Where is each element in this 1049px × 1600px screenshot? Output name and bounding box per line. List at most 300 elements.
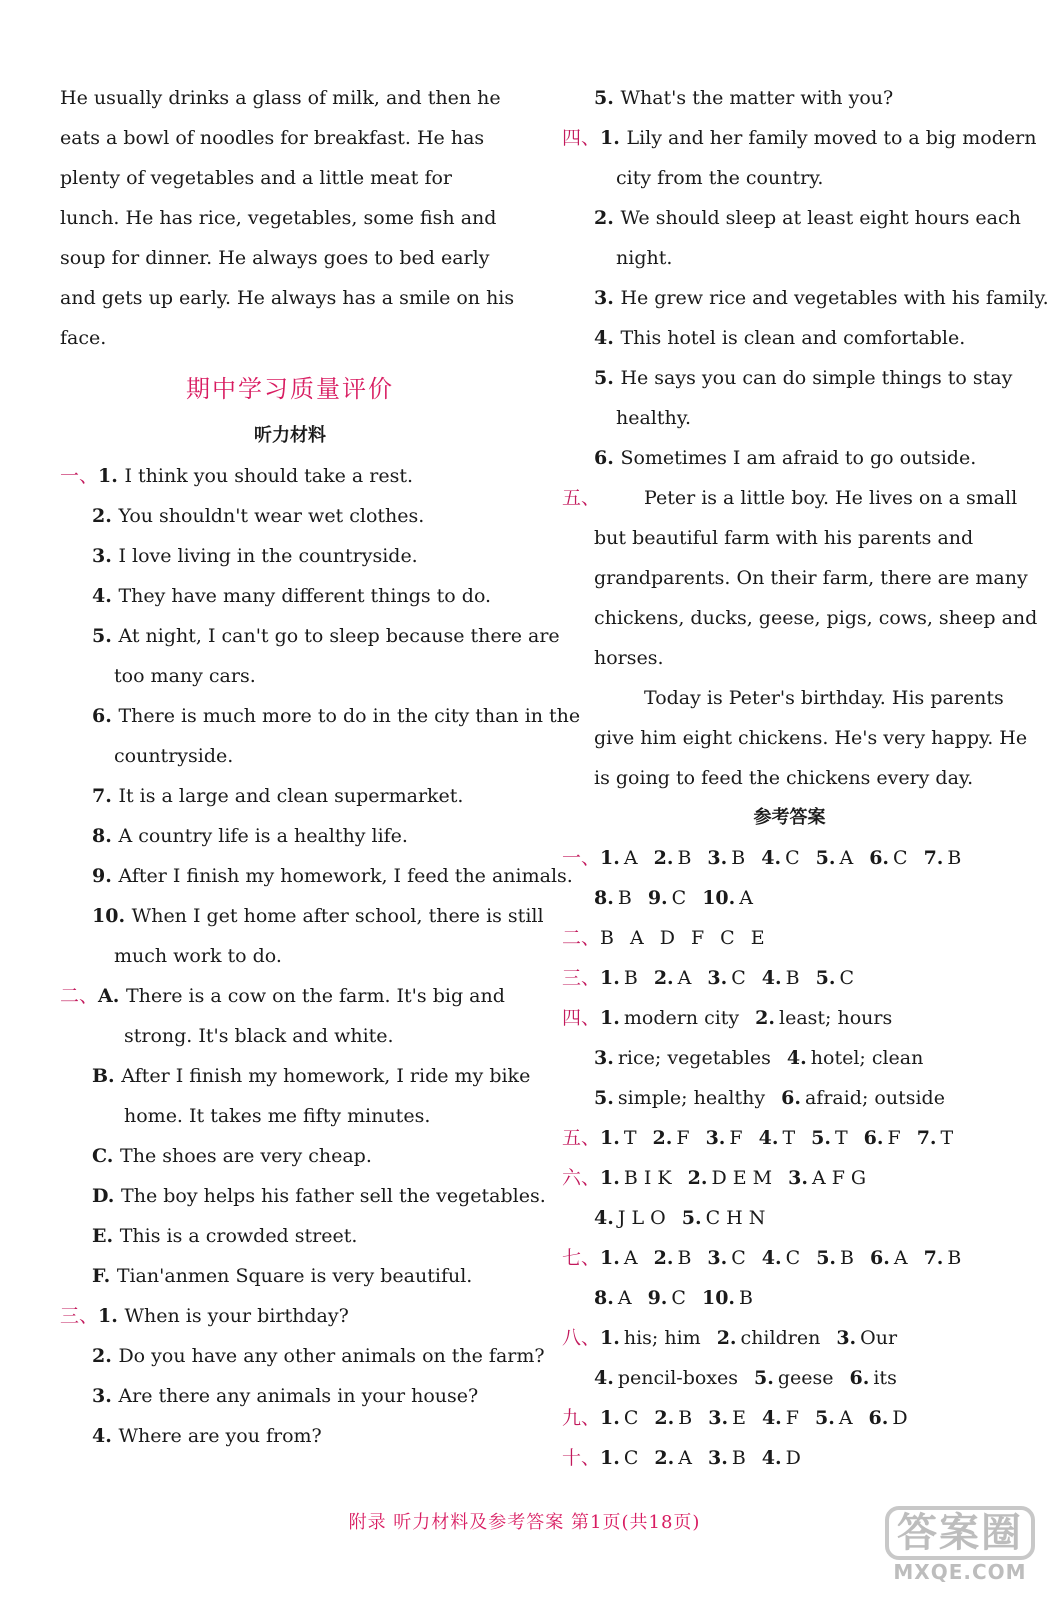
item-text: You shouldn't wear wet clothes. bbox=[118, 505, 425, 527]
item-number: A. bbox=[98, 985, 126, 1007]
answer-item bbox=[762, 1238, 800, 1278]
answer-number: 1. bbox=[600, 1167, 620, 1189]
answer-item bbox=[788, 1158, 866, 1198]
list-line bbox=[60, 1376, 520, 1416]
answer-value: T bbox=[623, 1127, 637, 1149]
answer-number: 3. bbox=[707, 847, 728, 869]
item-text: grandparents. On their farm, there are many bbox=[594, 567, 1028, 589]
answer-value: B bbox=[785, 967, 800, 989]
answer-number: 4. bbox=[761, 967, 782, 989]
item-text: home. It takes me fifty minutes. bbox=[124, 1105, 431, 1127]
item-number: 4. bbox=[594, 327, 621, 349]
item-number: 8. bbox=[92, 825, 119, 847]
answer-value: geese bbox=[777, 1367, 834, 1389]
answer-item bbox=[816, 838, 854, 878]
answer-item bbox=[654, 1398, 692, 1438]
answer-value: B bbox=[617, 887, 632, 909]
answer-value: hotel; clean bbox=[810, 1047, 924, 1069]
answer-value: B bbox=[840, 1247, 854, 1269]
answer-item bbox=[600, 838, 638, 878]
list-line bbox=[562, 198, 1021, 238]
item-text: A country life is a healthy life. bbox=[118, 825, 408, 847]
answer-item bbox=[870, 1238, 908, 1278]
item-text: Are there any animals in your house? bbox=[118, 1385, 479, 1407]
item-text: What's the matter with you? bbox=[620, 87, 894, 109]
answer-item bbox=[691, 918, 704, 958]
answer-number: 7. bbox=[923, 1247, 944, 1269]
answer-value: D bbox=[659, 927, 675, 949]
list-line bbox=[60, 816, 520, 856]
item-text: He says you can do simple things to stay bbox=[620, 367, 1013, 389]
item-number: 6. bbox=[92, 705, 119, 727]
answer-item bbox=[600, 958, 638, 998]
list-line bbox=[60, 536, 520, 576]
item-text: night. bbox=[616, 247, 673, 269]
item-text: chickens, ducks, geese, pigs, cows, sheep and bbox=[594, 607, 1038, 629]
answer-row bbox=[562, 878, 1017, 918]
list-line bbox=[60, 736, 520, 776]
answer-number: 5. bbox=[754, 1367, 774, 1389]
answer-item bbox=[816, 1238, 854, 1278]
item-text: but beautiful farm with his parents and bbox=[594, 527, 974, 549]
answer-row bbox=[562, 1438, 1017, 1478]
list-line bbox=[60, 696, 581, 736]
answer-number: 3. bbox=[708, 1407, 729, 1429]
item-text: healthy. bbox=[616, 407, 692, 429]
answer-value: C H N bbox=[705, 1207, 766, 1229]
answer-item bbox=[600, 1398, 638, 1438]
answer-item bbox=[707, 838, 745, 878]
answer-value: A bbox=[623, 847, 638, 869]
answer-number: 1. bbox=[600, 967, 620, 989]
section-title: 期中学习质量评价 bbox=[186, 375, 394, 403]
section-marker: 三、 bbox=[562, 967, 601, 989]
item-number: 3. bbox=[92, 545, 119, 567]
item-text: Lily and her family moved to a big modern bbox=[626, 127, 1037, 149]
answer-value: A bbox=[677, 967, 692, 989]
answer-item bbox=[759, 1118, 796, 1158]
answer-number: 6. bbox=[869, 847, 890, 869]
list-line bbox=[562, 238, 1017, 278]
watermark-logo bbox=[885, 1506, 1035, 1592]
answer-number: 2. bbox=[652, 1127, 673, 1149]
passage-line bbox=[562, 558, 1028, 598]
answer-item bbox=[600, 1158, 672, 1198]
answer-value: F bbox=[785, 1407, 799, 1429]
answer-number: 3. bbox=[836, 1327, 857, 1349]
answer-item bbox=[755, 998, 892, 1038]
page-footer: 附录 听力材料及参考答案 第1页(共18页) bbox=[348, 1512, 701, 1533]
answer-value: Our bbox=[860, 1327, 898, 1349]
answer-value: B bbox=[731, 1447, 746, 1469]
answer-item bbox=[762, 958, 800, 998]
passage-line bbox=[562, 598, 1038, 638]
answer-item bbox=[754, 1358, 834, 1398]
item-text: strong. It's black and white. bbox=[124, 1025, 394, 1047]
answer-number: 5. bbox=[815, 847, 836, 869]
answer-value: T bbox=[940, 1127, 954, 1149]
passage-line bbox=[562, 518, 1017, 558]
item-text: give him eight chickens. He's very happy. He bbox=[594, 727, 1028, 749]
answer-item bbox=[594, 878, 632, 918]
passage-line: plenty of vegetables and a little meat for bbox=[60, 167, 452, 189]
answer-item bbox=[682, 1198, 766, 1238]
answer-item bbox=[864, 1118, 901, 1158]
answer-item bbox=[707, 958, 745, 998]
answer-value: A bbox=[739, 887, 753, 909]
answer-value: its bbox=[873, 1367, 897, 1389]
list-line bbox=[60, 776, 520, 816]
right-column bbox=[562, 78, 1049, 1478]
answer-value: simple; healthy bbox=[617, 1087, 766, 1109]
answer-value: B bbox=[600, 927, 614, 949]
answer-item bbox=[594, 1278, 632, 1318]
answer-item bbox=[594, 1358, 738, 1398]
item-text: countryside. bbox=[114, 745, 234, 767]
answer-value: B bbox=[947, 1247, 962, 1269]
answer-number: 2. bbox=[654, 1407, 675, 1429]
passage-line: soup for dinner. He always goes to bed early bbox=[60, 247, 490, 269]
answer-item bbox=[600, 998, 739, 1038]
list-line bbox=[562, 398, 1017, 438]
answer-value: J L O bbox=[617, 1207, 666, 1229]
answer-value: least; hours bbox=[779, 1007, 893, 1029]
answer-item bbox=[600, 1118, 637, 1158]
list-line bbox=[60, 1016, 520, 1056]
item-text: Where are you from? bbox=[118, 1425, 322, 1447]
answer-number: 8. bbox=[594, 1287, 614, 1309]
answer-value: A bbox=[623, 1247, 638, 1269]
answer-value: rice; vegetables bbox=[617, 1047, 771, 1069]
answer-item bbox=[594, 1038, 771, 1078]
answer-value: C bbox=[839, 967, 854, 989]
answer-value: F bbox=[887, 1127, 901, 1149]
listening-part-5 bbox=[562, 478, 1038, 798]
item-text: The boy helps his father sell the vegetables. bbox=[121, 1185, 546, 1207]
answer-number: 4. bbox=[594, 1367, 614, 1389]
watermark-logo-text: 答案圈 bbox=[885, 1506, 1035, 1560]
answer-item bbox=[654, 1238, 692, 1278]
list-line bbox=[562, 438, 1017, 478]
item-text: This is a crowded street. bbox=[119, 1225, 358, 1247]
answer-item bbox=[648, 878, 686, 918]
answer-number: 6. bbox=[868, 1407, 889, 1429]
item-number: 7. bbox=[92, 785, 119, 807]
answer-number: 6. bbox=[781, 1087, 801, 1109]
answer-key bbox=[562, 838, 1017, 1478]
answer-value: C bbox=[623, 1447, 639, 1469]
answer-item bbox=[702, 878, 753, 918]
answer-item bbox=[717, 1318, 821, 1358]
list-line bbox=[60, 616, 560, 656]
answer-item bbox=[751, 918, 765, 958]
answer-item bbox=[787, 1038, 923, 1078]
listening-part-2 bbox=[60, 976, 546, 1296]
item-text: I think you should take a rest. bbox=[124, 465, 414, 487]
answer-number: 1. bbox=[600, 1007, 620, 1029]
item-number: 10. bbox=[92, 905, 132, 927]
answer-value: A bbox=[617, 1287, 632, 1309]
answer-value: children bbox=[740, 1327, 821, 1349]
answer-number: 1. bbox=[600, 1127, 620, 1149]
passage bbox=[60, 78, 520, 358]
section-marker: 六、 bbox=[562, 1167, 601, 1189]
section-marker: 三、 bbox=[60, 1305, 99, 1327]
item-text: After I finish my homework, I feed the animals. bbox=[118, 865, 573, 887]
answer-value: C bbox=[731, 967, 746, 989]
answer-value: modern city bbox=[623, 1007, 740, 1029]
item-text: When is your birthday? bbox=[124, 1305, 349, 1327]
answer-value: C bbox=[785, 847, 800, 869]
list-line bbox=[60, 856, 573, 896]
list-line bbox=[60, 576, 520, 616]
answer-number: 2. bbox=[755, 1007, 776, 1029]
answer-item bbox=[781, 1078, 945, 1118]
answer-row bbox=[562, 1118, 1017, 1158]
answer-value: B bbox=[677, 1247, 692, 1269]
answer-value: D E M bbox=[711, 1167, 773, 1189]
item-text: Tian'anmen Square is very beautiful. bbox=[116, 1265, 473, 1287]
answer-value: T bbox=[782, 1127, 796, 1149]
item-number: 2. bbox=[92, 1345, 119, 1367]
answer-item bbox=[869, 838, 907, 878]
answer-item bbox=[816, 958, 854, 998]
section-marker: 八、 bbox=[562, 1327, 601, 1349]
answer-item bbox=[762, 1438, 801, 1478]
answer-number: 5. bbox=[816, 1247, 837, 1269]
answer-value: C bbox=[671, 887, 687, 909]
answer-value: A bbox=[629, 927, 644, 949]
list-line bbox=[562, 358, 1017, 398]
answer-item bbox=[654, 958, 692, 998]
answer-item bbox=[708, 1398, 746, 1438]
answer-row bbox=[562, 1278, 1017, 1318]
passage-line bbox=[562, 718, 1028, 758]
section-marker: 十、 bbox=[562, 1447, 601, 1469]
answer-item bbox=[594, 1078, 765, 1118]
item-number: F. bbox=[92, 1265, 117, 1287]
answer-number: 4. bbox=[761, 1247, 782, 1269]
item-text: Do you have any other animals on the farm? bbox=[118, 1345, 545, 1367]
watermark-url: MXQE.COM bbox=[893, 1560, 1027, 1584]
answer-item bbox=[720, 918, 735, 958]
answer-number: 9. bbox=[647, 887, 668, 909]
list-line bbox=[60, 1056, 531, 1096]
item-number: 4. bbox=[92, 585, 119, 607]
answer-item bbox=[654, 1438, 692, 1478]
answer-item bbox=[660, 918, 675, 958]
answer-number: 8. bbox=[594, 887, 614, 909]
item-text: There is much more to do in the city than in the bbox=[118, 705, 581, 727]
answer-item bbox=[706, 1118, 743, 1158]
item-number: 1. bbox=[98, 465, 125, 487]
answer-value: F bbox=[690, 927, 705, 949]
list-line bbox=[60, 1416, 520, 1456]
passage-line bbox=[562, 638, 1017, 678]
answer-row bbox=[562, 1238, 1017, 1278]
answer-value: afraid; outside bbox=[804, 1087, 945, 1109]
list-line bbox=[562, 158, 1017, 198]
answer-number: 3. bbox=[707, 967, 728, 989]
answer-number: 2. bbox=[653, 1247, 674, 1269]
answer-number: 4. bbox=[761, 1447, 782, 1469]
item-number: 3. bbox=[594, 287, 621, 309]
answer-item bbox=[707, 1238, 745, 1278]
list-line bbox=[60, 1296, 520, 1336]
answer-row bbox=[562, 918, 1017, 958]
answer-number: 3. bbox=[707, 1247, 728, 1269]
section-marker: 九、 bbox=[562, 1407, 601, 1429]
item-number: B. bbox=[92, 1065, 122, 1087]
passage-line bbox=[562, 758, 1017, 798]
item-text: Peter is a little boy. He lives on a small bbox=[644, 487, 1018, 509]
answer-item bbox=[762, 1398, 799, 1438]
answer-value: C bbox=[893, 847, 908, 869]
answer-number: 4. bbox=[594, 1207, 614, 1229]
answer-value: F bbox=[676, 1127, 690, 1149]
answer-item bbox=[653, 1118, 690, 1158]
item-number: 1. bbox=[98, 1305, 125, 1327]
answer-value: A F G bbox=[811, 1167, 867, 1189]
listening-part-3 bbox=[60, 1296, 545, 1456]
answer-item bbox=[702, 1278, 753, 1318]
left-column bbox=[60, 78, 581, 1456]
list-line bbox=[60, 1216, 520, 1256]
section-marker: 四、 bbox=[562, 1007, 601, 1029]
answer-value: A bbox=[838, 1407, 853, 1429]
passage-line: He usually drinks a glass of milk, and then he bbox=[60, 87, 501, 109]
answer-row bbox=[562, 1078, 1017, 1118]
item-number: 5. bbox=[594, 87, 621, 109]
listening-title: 听力材料 bbox=[254, 425, 326, 446]
answer-row bbox=[562, 1398, 1017, 1438]
answer-value: B bbox=[739, 1287, 753, 1309]
section-marker: 四、 bbox=[562, 127, 601, 149]
answer-item bbox=[594, 1198, 666, 1238]
answer-number: 5. bbox=[815, 967, 836, 989]
answer-number: 3. bbox=[788, 1167, 808, 1189]
section-marker: 七、 bbox=[562, 1247, 601, 1269]
listening-part-4 bbox=[562, 118, 1049, 478]
answer-value: B bbox=[623, 967, 638, 989]
answer-value: E bbox=[750, 927, 765, 949]
answer-value: C bbox=[731, 1247, 746, 1269]
list-line bbox=[60, 656, 520, 696]
answer-number: 2. bbox=[716, 1327, 737, 1349]
answer-value: C bbox=[671, 1287, 686, 1309]
answers-title: 参考答案 bbox=[753, 807, 826, 828]
answer-item bbox=[600, 918, 614, 958]
list-line bbox=[60, 1136, 520, 1176]
answer-number: 6. bbox=[870, 1247, 890, 1269]
answer-number: 1. bbox=[600, 1447, 620, 1469]
answer-number: 5. bbox=[681, 1207, 702, 1229]
answer-value: A bbox=[893, 1247, 908, 1269]
answer-row bbox=[562, 958, 1017, 998]
list-line bbox=[60, 976, 520, 1016]
answer-number: 5. bbox=[814, 1407, 835, 1429]
passage-line bbox=[562, 478, 1017, 518]
passage-line bbox=[562, 678, 1017, 718]
item-text: city from the country. bbox=[616, 167, 824, 189]
answer-item bbox=[688, 1158, 772, 1198]
answer-value: D bbox=[892, 1407, 908, 1429]
item-number: 6. bbox=[594, 447, 621, 469]
answer-value: F bbox=[729, 1127, 743, 1149]
answer-item bbox=[648, 1278, 686, 1318]
answer-number: 4. bbox=[758, 1127, 779, 1149]
answer-value: A bbox=[839, 847, 854, 869]
item-text: We should sleep at least eight hours each bbox=[620, 207, 1021, 229]
answer-number: 1. bbox=[600, 1247, 620, 1269]
item-text: At night, I can't go to sleep because there are bbox=[118, 625, 560, 647]
listening-part-1 bbox=[60, 456, 581, 976]
answer-item bbox=[924, 1238, 962, 1278]
item-text: They have many different things to do. bbox=[118, 585, 492, 607]
answer-value: E bbox=[732, 1407, 746, 1429]
answer-item bbox=[924, 838, 962, 878]
item-number: D. bbox=[92, 1185, 122, 1207]
answer-value: A bbox=[678, 1447, 692, 1469]
section-marker: 五、 bbox=[562, 1127, 601, 1149]
answer-number: 2. bbox=[653, 967, 674, 989]
answer-value: C bbox=[785, 1247, 801, 1269]
answer-number: 7. bbox=[916, 1127, 937, 1149]
answer-value: C bbox=[623, 1407, 639, 1429]
answer-number: 4. bbox=[761, 1407, 782, 1429]
list-line bbox=[60, 1256, 520, 1296]
answer-number: 5. bbox=[811, 1127, 831, 1149]
item-number: E. bbox=[92, 1225, 120, 1247]
answer-number: 1. bbox=[600, 847, 620, 869]
list-line bbox=[562, 278, 1049, 318]
answer-number: 4. bbox=[761, 847, 782, 869]
section-marker: 二、 bbox=[60, 985, 99, 1007]
item-text: When I get home after school, there is still bbox=[131, 905, 544, 927]
answer-value: B bbox=[678, 1407, 693, 1429]
list-line bbox=[60, 1176, 546, 1216]
answer-value: B I K bbox=[623, 1167, 672, 1189]
answer-number: 9. bbox=[647, 1287, 668, 1309]
answer-item bbox=[654, 838, 692, 878]
list-line bbox=[562, 118, 1037, 158]
item-number: 5. bbox=[92, 625, 119, 647]
answer-row bbox=[562, 1198, 1017, 1238]
passage-line: face. bbox=[60, 327, 107, 349]
answer-number: 2. bbox=[687, 1167, 708, 1189]
answer-row bbox=[562, 838, 1017, 878]
answer-row bbox=[562, 1158, 1017, 1198]
item-text: Today is Peter's birthday. His parents bbox=[644, 687, 1004, 709]
answer-item bbox=[811, 1118, 848, 1158]
answer-item bbox=[836, 1318, 897, 1358]
item-text: horses. bbox=[594, 647, 664, 669]
answer-number: 6. bbox=[849, 1367, 870, 1389]
answer-number: 2. bbox=[654, 1447, 675, 1469]
answer-number: 3. bbox=[707, 1447, 728, 1469]
answer-item bbox=[600, 1438, 638, 1478]
answer-item bbox=[708, 1438, 746, 1478]
answer-number: 7. bbox=[923, 847, 944, 869]
section-marker: 一、 bbox=[60, 465, 99, 487]
answer-item bbox=[917, 1118, 954, 1158]
item-number: 3. bbox=[92, 1385, 119, 1407]
item-text: It is a large and clean supermarket. bbox=[118, 785, 464, 807]
list-line bbox=[562, 318, 1017, 358]
item-text: He grew rice and vegetables with his family. bbox=[620, 287, 1049, 309]
section-marker: 一、 bbox=[562, 847, 601, 869]
list-line bbox=[562, 78, 1017, 118]
